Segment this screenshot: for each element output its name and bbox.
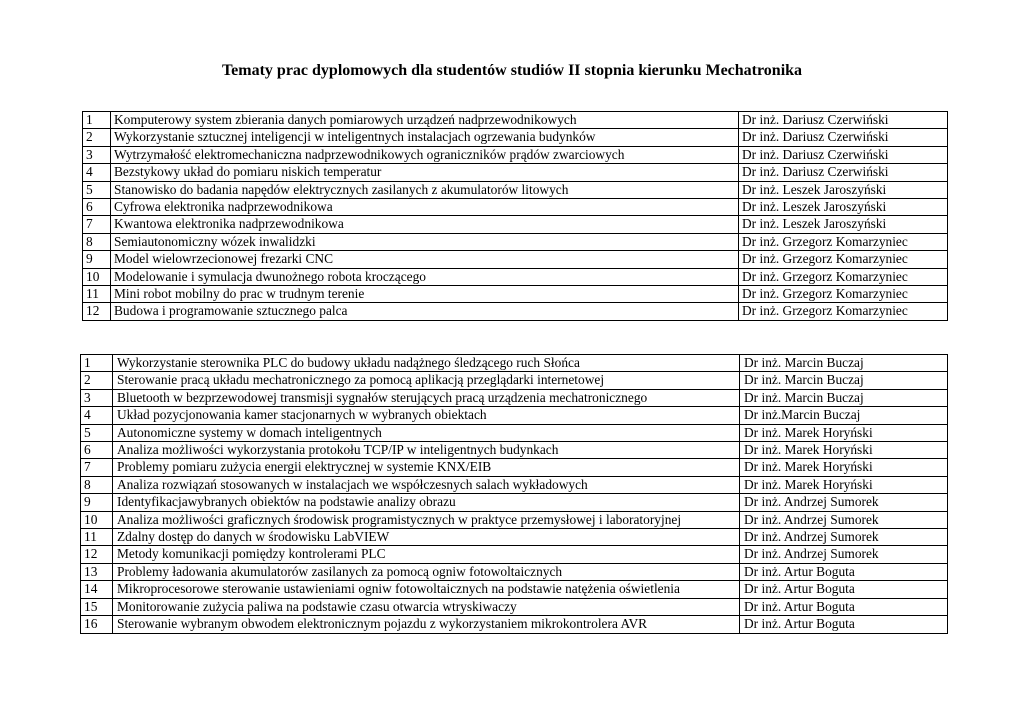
table-row (83, 216, 948, 233)
cell-number: 2 (81, 372, 113, 389)
cell-topic: Wykorzystanie sztucznej inteligencji w inteligentnych instalacjach ogrzewania budynków (111, 129, 739, 146)
cell-topic: Układ pozycjonowania kamer stacjonarnych w wybranych obiektach (113, 407, 740, 424)
cell-number: 3 (83, 146, 111, 163)
cell-supervisor: Dr inż. Artur Boguta (740, 616, 948, 633)
cell-supervisor: Dr inż. Marek Horyński (740, 459, 948, 476)
cell-topic: Monitorowanie zużycia paliwa na podstawie czasu otwarcia wtryskiwaczy (113, 598, 740, 615)
cell-supervisor: Dr inż. Dariusz Czerwiński (739, 112, 948, 129)
cell-supervisor: Dr inż. Marek Horyński (740, 424, 948, 441)
cell-supervisor: Dr inż. Grzegorz Komarzyniec (739, 286, 948, 303)
cell-supervisor: Dr inż. Dariusz Czerwiński (739, 146, 948, 163)
table-row (81, 494, 948, 511)
cell-number: 7 (81, 459, 113, 476)
cell-supervisor: Dr inż. Marcin Buczaj (740, 389, 948, 406)
cell-topic: Problemy ładowania akumulatorów zasilanych za pomocą ogniw fotowoltaicznych (113, 563, 740, 580)
cell-number: 10 (83, 268, 111, 285)
cell-topic: Analiza możliwości wykorzystania protokołu TCP/IP w inteligentnych budynkach (113, 442, 740, 459)
cell-supervisor: Dr inż. Artur Boguta (740, 563, 948, 580)
cell-supervisor: Dr inż. Grzegorz Komarzyniec (739, 233, 948, 250)
table-row (81, 459, 948, 476)
cell-topic: Mikroprocesorowe sterowanie ustawieniami ogniw fotowoltaicznych na podstawie natężenia oświetlenia (113, 581, 740, 598)
cell-topic: Bluetooth w bezprzewodowej transmisji sygnałów sterujących pracą urządzenia mechatronicznego (113, 389, 740, 406)
cell-topic: Cyfrowa elektronika nadprzewodnikowa (111, 199, 739, 216)
table-row (83, 146, 948, 163)
cell-number: 5 (83, 181, 111, 198)
cell-supervisor: Dr inż. Artur Boguta (740, 598, 948, 615)
cell-topic: Bezstykowy układ do pomiaru niskich temperatur (111, 164, 739, 181)
cell-number: 13 (81, 563, 113, 580)
table-2-body (81, 355, 948, 634)
cell-number: 15 (81, 598, 113, 615)
cell-topic: Zdalny dostęp do danych w środowisku LabVIEW (113, 529, 740, 546)
table-row (83, 129, 948, 146)
table-row (81, 407, 948, 424)
cell-topic: Identyfikacjawybranych obiektów na podstawie analizy obrazu (113, 494, 740, 511)
cell-number: 4 (81, 407, 113, 424)
thesis-topics-table-1 (82, 111, 948, 321)
cell-supervisor: Dr inż. Andrzej Sumorek (740, 546, 948, 563)
cell-number: 8 (81, 476, 113, 493)
table-row (83, 199, 948, 216)
cell-number: 4 (83, 164, 111, 181)
cell-number: 6 (83, 199, 111, 216)
cell-number: 5 (81, 424, 113, 441)
table-row (81, 581, 948, 598)
cell-topic: Analiza możliwości graficznych środowisk programistycznych w praktyce przemysłowej i laboratoryjnej (113, 511, 740, 528)
cell-supervisor: Dr inż. Grzegorz Komarzyniec (739, 303, 948, 320)
table-row (83, 181, 948, 198)
cell-topic: Budowa i programowanie sztucznego palca (111, 303, 739, 320)
cell-topic: Stanowisko do badania napędów elektrycznych zasilanych z akumulatorów litowych (111, 181, 739, 198)
cell-topic: Semiautonomiczny wózek inwalidzki (111, 233, 739, 250)
cell-supervisor: Dr inż. Leszek Jaroszyński (739, 216, 948, 233)
cell-number: 10 (81, 511, 113, 528)
cell-supervisor: Dr inż. Marcin Buczaj (740, 355, 948, 372)
cell-number: 11 (83, 286, 111, 303)
cell-topic: Model wielowrzecionowej frezarki CNC (111, 251, 739, 268)
table-row (81, 442, 948, 459)
cell-number: 9 (81, 494, 113, 511)
cell-topic: Wytrzymałość elektromechaniczna nadprzewodnikowych ograniczników prądów zwarciowych (111, 146, 739, 163)
cell-supervisor: Dr inż. Grzegorz Komarzyniec (739, 268, 948, 285)
table-row (81, 563, 948, 580)
cell-topic: Problemy pomiaru zużycia energii elektrycznej w systemie KNX/EIB (113, 459, 740, 476)
cell-supervisor: Dr inż. Andrzej Sumorek (740, 529, 948, 546)
table-1-body (83, 112, 948, 321)
cell-number: 14 (81, 581, 113, 598)
cell-topic: Komputerowy system zbierania danych pomiarowych urządzeń nadprzewodnikowych (111, 112, 739, 129)
table-row (81, 389, 948, 406)
cell-supervisor: Dr inż.Marcin Buczaj (740, 407, 948, 424)
table-row (83, 268, 948, 285)
cell-number: 8 (83, 233, 111, 250)
table-row (83, 112, 948, 129)
cell-topic: Mini robot mobilny do prac w trudnym terenie (111, 286, 739, 303)
cell-topic: Autonomiczne systemy w domach inteligentnych (113, 424, 740, 441)
table-row (83, 286, 948, 303)
thesis-topics-table-2 (80, 354, 948, 634)
table-row (83, 233, 948, 250)
cell-topic: Analiza rozwiązań stosowanych w instalacjach we współczesnych salach wykładowych (113, 476, 740, 493)
cell-number: 9 (83, 251, 111, 268)
cell-topic: Wykorzystanie sterownika PLC do budowy układu nadążnego śledzącego ruch Słońca (113, 355, 740, 372)
cell-supervisor: Dr inż. Leszek Jaroszyński (739, 181, 948, 198)
cell-supervisor: Dr inż. Grzegorz Komarzyniec (739, 251, 948, 268)
cell-supervisor: Dr inż. Artur Boguta (740, 581, 948, 598)
cell-supervisor: Dr inż. Dariusz Czerwiński (739, 129, 948, 146)
table-row (81, 598, 948, 615)
page-title: Tematy prac dyplomowych dla studentów studiów II stopnia kierunku Mechatronika (221, 62, 803, 79)
table-row (81, 372, 948, 389)
table-row (81, 511, 948, 528)
table-row (83, 164, 948, 181)
table-row (81, 355, 948, 372)
cell-supervisor: Dr inż. Marcin Buczaj (740, 372, 948, 389)
table-row (83, 303, 948, 320)
cell-supervisor: Dr inż. Marek Horyński (740, 442, 948, 459)
table-row (81, 424, 948, 441)
cell-number: 6 (81, 442, 113, 459)
cell-number: 7 (83, 216, 111, 233)
cell-supervisor: Dr inż. Leszek Jaroszyński (739, 199, 948, 216)
cell-number: 11 (81, 529, 113, 546)
cell-supervisor: Dr inż. Andrzej Sumorek (740, 511, 948, 528)
cell-topic: Modelowanie i symulacja dwunożnego robota kroczącego (111, 268, 739, 285)
cell-number: 1 (83, 112, 111, 129)
cell-number: 12 (81, 546, 113, 563)
cell-number: 2 (83, 129, 111, 146)
cell-topic: Kwantowa elektronika nadprzewodnikowa (111, 216, 739, 233)
cell-topic: Sterowanie pracą układu mechatronicznego za pomocą aplikacją przeglądarki internetowej (113, 372, 740, 389)
cell-supervisor: Dr inż. Marek Horyński (740, 476, 948, 493)
table-row (81, 546, 948, 563)
table-row (81, 476, 948, 493)
table-row (81, 616, 948, 633)
cell-number: 12 (83, 303, 111, 320)
table-row (81, 529, 948, 546)
cell-supervisor: Dr inż. Dariusz Czerwiński (739, 164, 948, 181)
cell-number: 16 (81, 616, 113, 633)
table-row (83, 251, 948, 268)
cell-number: 1 (81, 355, 113, 372)
cell-supervisor: Dr inż. Andrzej Sumorek (740, 494, 948, 511)
cell-topic: Sterowanie wybranym obwodem elektronicznym pojazdu z wykorzystaniem mikrokontrolera AVR (113, 616, 740, 633)
cell-number: 3 (81, 389, 113, 406)
cell-topic: Metody komunikacji pomiędzy kontrolerami PLC (113, 546, 740, 563)
